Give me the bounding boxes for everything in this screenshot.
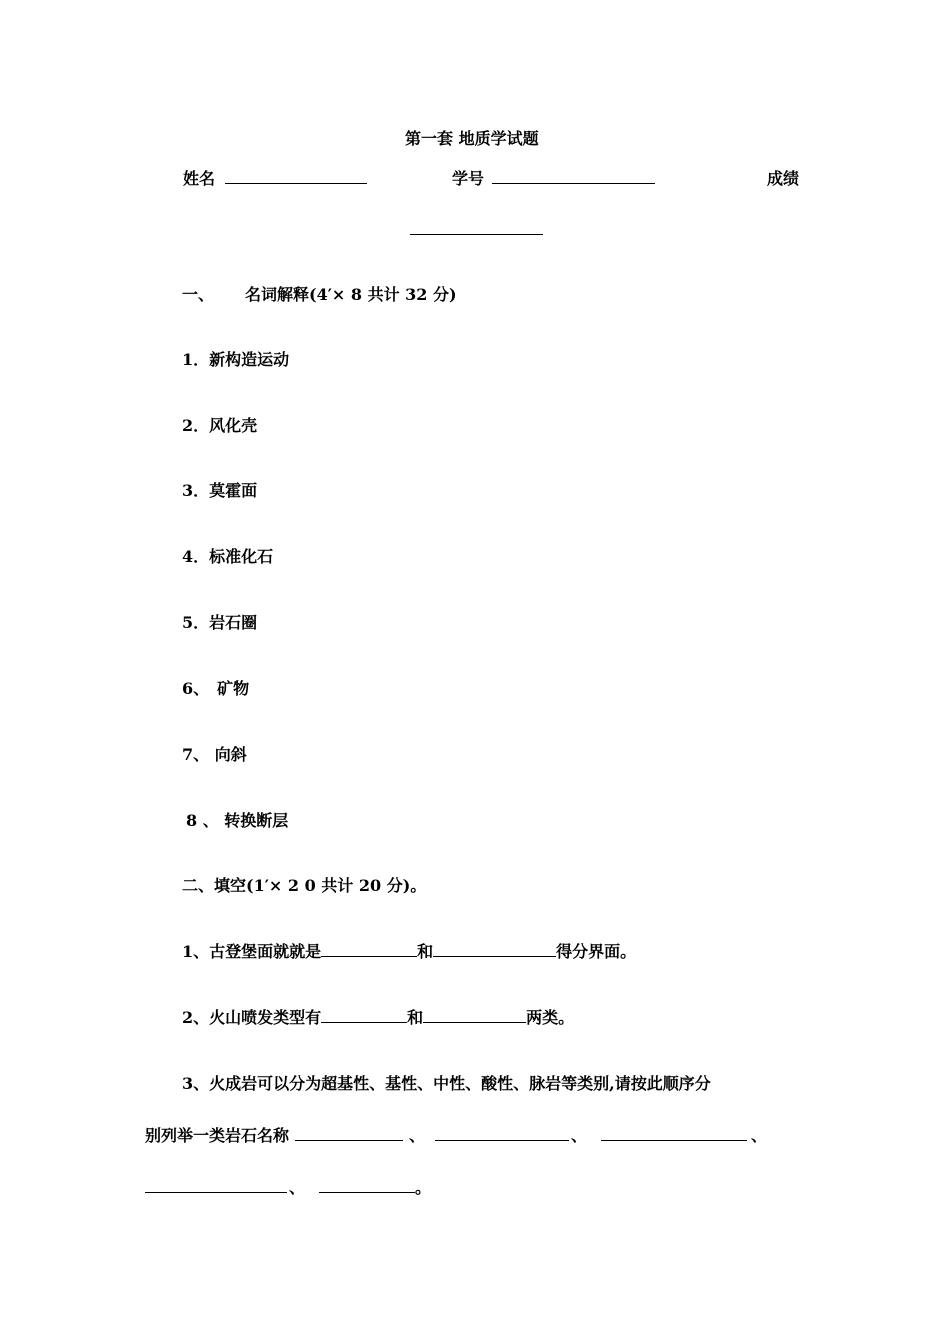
question-1 bbox=[182, 942, 636, 962]
question-1-blank-1[interactable] bbox=[321, 942, 417, 957]
question-3-end: 。 bbox=[415, 1178, 432, 1197]
question-3-sep-4: 、 bbox=[289, 1178, 306, 1197]
question-2-text-a: 2、火山喷发类型有 bbox=[182, 1008, 322, 1027]
question-3-line-2 bbox=[145, 1126, 767, 1146]
question-1-text-a: 1、古登堡面就就是 bbox=[182, 942, 322, 961]
question-3-sep-2: 、 bbox=[571, 1126, 588, 1145]
question-3-text-start: 别列举一类岩石名称 bbox=[145, 1126, 290, 1145]
score-blank[interactable] bbox=[410, 220, 543, 235]
term-5: 5．岩石圈 bbox=[182, 613, 258, 632]
section1-heading: 名词解释(4′× 8 共计 32 分) bbox=[245, 285, 457, 304]
term-7: 7、 向斜 bbox=[182, 745, 247, 764]
student-id-blank[interactable] bbox=[492, 169, 655, 184]
question-1-blank-2[interactable] bbox=[433, 942, 556, 957]
question-3-blank-3[interactable] bbox=[601, 1126, 747, 1141]
section2-heading: 二、填空(1′× 2 0 共计 20 分)。 bbox=[182, 876, 427, 895]
question-3-blank-2[interactable] bbox=[435, 1126, 569, 1141]
term-3: 3．莫霍面 bbox=[182, 481, 258, 500]
question-2-text-c: 两类。 bbox=[526, 1008, 575, 1027]
student-id-label-text: 学号 bbox=[452, 169, 485, 188]
question-2 bbox=[182, 1008, 574, 1028]
name-label bbox=[183, 169, 367, 189]
term-2: 2．风化壳 bbox=[182, 416, 258, 435]
term-1: 1．新构造运动 bbox=[182, 350, 290, 369]
term-8: 8 、 转换断层 bbox=[186, 811, 289, 830]
question-3-line-1: 3、火成岩可以分为超基性、基性、中性、酸性、脉岩等类别,请按此顺序分 bbox=[182, 1074, 711, 1093]
term-6: 6、 矿物 bbox=[182, 679, 250, 698]
question-3-sep-1: 、 bbox=[409, 1126, 426, 1145]
question-3-blank-1[interactable] bbox=[295, 1126, 403, 1141]
question-2-blank-2[interactable] bbox=[423, 1008, 526, 1023]
question-3-line-3 bbox=[145, 1178, 431, 1198]
question-3-sep-3: 、 bbox=[751, 1126, 768, 1145]
question-3-blank-4[interactable] bbox=[145, 1178, 287, 1193]
question-1-text-c: 得分界面。 bbox=[556, 942, 637, 961]
question-2-text-b: 和 bbox=[407, 1008, 424, 1027]
term-4: 4．标准化石 bbox=[182, 547, 274, 566]
question-2-blank-1[interactable] bbox=[321, 1008, 407, 1023]
question-3-blank-5[interactable] bbox=[319, 1178, 415, 1193]
student-id-label bbox=[452, 169, 655, 189]
score-blank-line[interactable] bbox=[410, 220, 543, 240]
name-blank[interactable] bbox=[225, 169, 367, 184]
name-label-text: 姓名 bbox=[183, 169, 216, 188]
section1-heading-number: 一、 bbox=[182, 285, 215, 304]
page-title: 第一套 地质学试题 bbox=[405, 129, 539, 148]
score-label: 成绩 bbox=[767, 169, 800, 188]
question-1-text-b: 和 bbox=[417, 942, 434, 961]
